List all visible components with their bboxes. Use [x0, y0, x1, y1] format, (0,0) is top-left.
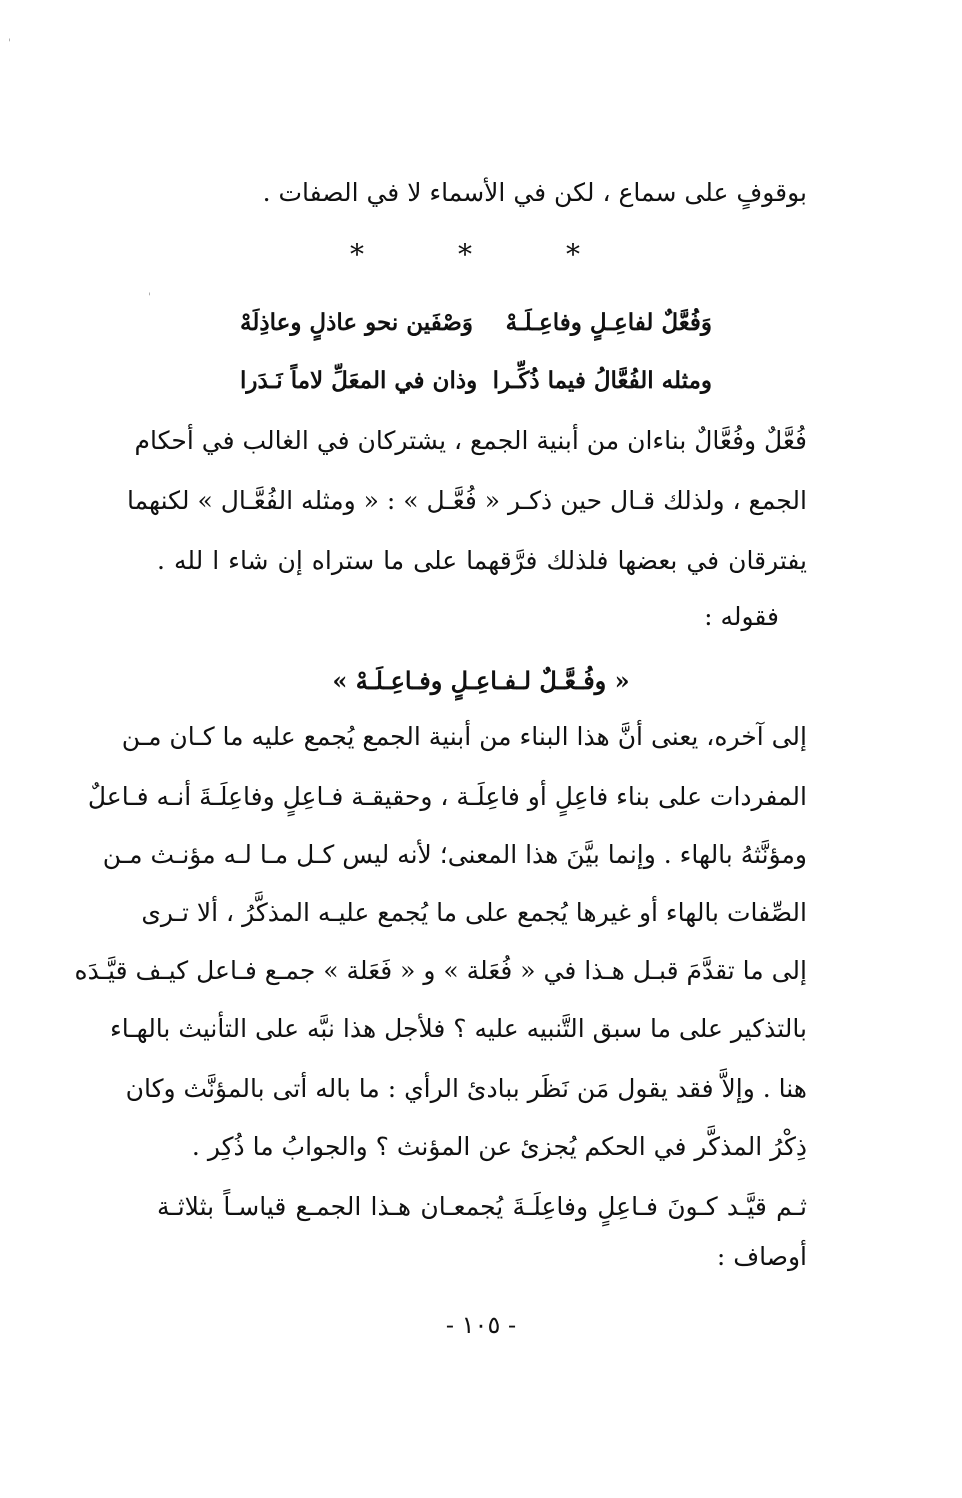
paragraph-line: إلى ما تقدَّمَ قبـل هـذا في « فُعَلة » و « فَعَلة » جمـع فـاعل كيـف قيَّـدَه	[74, 956, 807, 985]
paragraph-line: أوصاف :	[716, 1242, 807, 1271]
paragraph-line: الجمع ، ولذلك قـال حين ذكـر « فُعَّـل » : « ومثله الفُعَّـال » لكنهما	[126, 486, 807, 515]
separator-star: *	[566, 238, 580, 271]
paragraph-line: ثـم قيَّـد كـونَ فـاعِلٍ وفاعِلَـةَ يُجمعـان هـذا الجمـع قياسـاً بثلاثـة	[157, 1192, 807, 1221]
verse-1-second-hemistich: وَصْفَين نحو عاذلٍ وعاذِلَهْ	[240, 309, 473, 336]
paragraph-line: ومؤنَّثهُ بالهاء . وإنما بيَّنَ هذا المعنى؛ لأنه ليس كـل مـا لـه مؤنـث مـن	[102, 840, 807, 869]
paragraph-line: فقوله :	[704, 602, 779, 631]
verse-2-second-hemistich: وذان في المعَلِّ لاماً نَـدَرا	[240, 367, 478, 394]
paragraph-line: فُعَّلٌ وفُعَّالٌ بناءان من أبنية الجمع ، يشتركان في الغالب في أحكام	[134, 426, 807, 455]
verse-1-first-hemistich: وَفُعَّلٌ لفاعِـلٍ وفاعِـلَـهْ	[505, 309, 712, 336]
paragraph-line: بالتذكير على ما سبق التَّنبيه عليه ؟ فلأجل هذا نبَّه على التأنيث بالهـاء	[109, 1014, 807, 1043]
paragraph-line: الصِّفات بالهاء أو غيرها يُجمع على ما يُجمع عليـه المذكَّرُ ، ألا تـرى	[141, 898, 807, 927]
margin-mark: '	[148, 292, 151, 303]
section-separator	[350, 240, 580, 270]
paragraph-line: يفترقان في بعضها فلذلك فرَّقهما على ما ستراه إن شاء ا لله .	[157, 546, 807, 575]
continuation-line: بوقوفٍ على سماع ، لكن في الأسماء لا في الصفات .	[262, 178, 807, 207]
separator-star: *	[458, 238, 472, 271]
verse-2-first-hemistich: ومثله الفُعَّالُ فيما ذُكِّـرا	[492, 367, 712, 394]
paragraph-line: ذِكْرُ المذكَّر في الحكم يُجزئ عن المؤنث ؟ والجوابُ ما ذُكِر .	[191, 1132, 807, 1161]
margin-mark: '	[8, 38, 11, 49]
paragraph-line: هنا . وإلاَّ فقد يقول مَن نَظَر ببادئ الرأي : ما باله أتى بالمؤنَّث وكان	[125, 1074, 807, 1103]
page-number: - ١٠٥ -	[445, 1311, 517, 1339]
quoted-verse-heading: « وفُـعَّـلٌ لـفـاعِـلٍ وفـاعِـلَـهْ »	[332, 666, 630, 695]
paragraph-line: المفردات على بناء فاعِلٍ أو فاعِلَـة ، وحقيقـة فـاعِلٍ وفاعِلَـةَ أنـه فـاعلٌ	[87, 782, 807, 811]
separator-star: *	[350, 238, 364, 271]
paragraph-line: إلى آخره، يعنى أنَّ هذا البناء من أبنية الجمع يُجمع عليه ما كـان مـن	[121, 722, 807, 751]
